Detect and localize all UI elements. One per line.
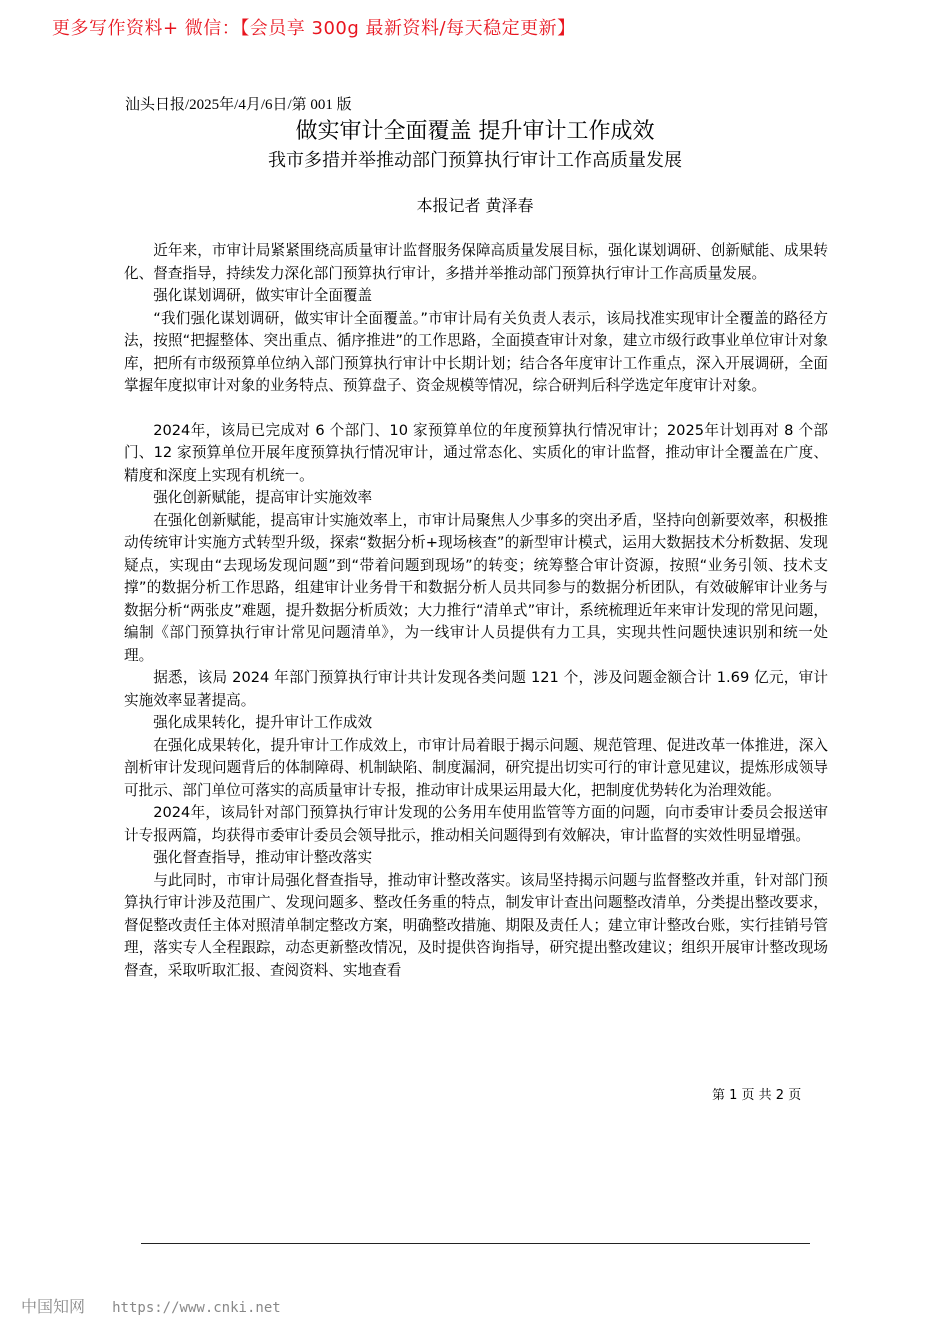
paragraph: “我们强化谋划调研，做实审计全面覆盖。”市审计局有关负责人表示，该局找准实现审计全覆盖的路径方法，按照“把握整体、突出重点、循序推进”的工作思路，全面摸查审计对象，建立市级行政事业单位审计对象库，把所有市级预算单位纳入部门预算执行审计中长期计划；结合各年度审计工作重点，深入开展调研，全面掌握年度拟审计对象的业务特点、预算盘子、资金规模等情况，综合研判后科学选定年度审计对象。	[124, 309, 828, 394]
section-heading: 强化成果转化，提升审计工作成效	[153, 714, 373, 731]
article-author: 本报记者 黄泽春	[416, 196, 534, 215]
paragraph: 2024年，该局已完成对 6 个部门、10 家预算单位的年度预算执行情况审计；2025年计划再对 8 个部门、12 家预算单位开展年度预算执行情况审计，通过常态化、实质化的审计监督，推动审计全覆盖在广度、精度和深度上实现有机统一。	[124, 421, 828, 484]
section-heading: 强化创新赋能，提高审计实施效率	[153, 489, 373, 506]
article-subtitle: 我市多措并举推动部门预算执行审计工作高质量发展	[268, 150, 682, 171]
paragraph: 近年来，市审计局紧紧围绕高质量审计监督服务保障高质量发展目标，强化谋划调研、创新赋能、成果转化、督查指导，持续发力深化部门预算执行审计，多措并举推动部门预算执行审计工作高质量发展。	[124, 242, 828, 282]
promo-banner: 更多写作资料+ 微信：【会员享 300g 最新资料/每天稳定更新】	[52, 18, 576, 39]
site-name: 中国知网	[21, 1299, 86, 1316]
paragraph: 与此同时，市审计局强化督查指导，推动审计整改落实。该局坚持揭示问题与监督整改并重，针对部门预算执行审计涉及范围广、发现问题多、整改任务重的特点，制发审计查出问题整改清单，分类提出整改要求，督促整改责任主体对照清单制定整改方案，明确整改措施、期限及责任人；建立审计整改台账，实行挂销号管理，落实专人全程跟踪，动态更新整改情况，及时提供咨询指导，研究提出整改建议；组织开展审计整改现场督查，采取听取汇报、查阅资料、实地查看	[124, 871, 828, 979]
footer	[21, 1294, 281, 1317]
paragraph: 2024年，该局针对部门预算执行审计发现的公务用车使用监管等方面的问题，向市委审计委员会报送审计专报两篇，均获得市委审计委员会领导批示，推动相关问题得到有效解决，审计监督的实效性明显增强。	[124, 804, 828, 844]
paragraph: 据悉，该局 2024 年部门预算执行审计共计发现各类问题 121 个，涉及问题金额合计 1.69 亿元，审计实施效率显著提高。	[124, 669, 828, 709]
paragraph: 在强化成果转化，提升审计工作成效上，市审计局着眼于揭示问题、规范管理、促进改革一体推进，深入剖析审计发现问题背后的体制障碍、机制缺陷、制度漏洞，研究提出切实可行的审计意见建议，提炼形成领导可批示、部门单位可落实的高质量审计专报，推动审计成果运用最大化，把制度优势转化为治理效能。	[124, 736, 828, 799]
paragraph: 在强化创新赋能，提高审计实施效率上，市审计局聚焦人少事多的突出矛盾，坚持向创新要效率，积极推动传统审计实施方式转型升级，探索“数据分析+现场核查”的新型审计模式，运用大数据技术分析数据、发现疑点，实现由“去现场发现问题”到“带着问题到现场”的转变；统筹整合审计资源，按照“业务引领、技术支撑”的数据分析工作思路，组建审计业务骨干和数据分析人员共同参与的数据分析团队，有效破解审计业务与数据分析“两张皮”难题，提升数据分析质效；大力推行“清单式”审计，系统梳理近年来审计发现的常见问题，编制《部门预算执行审计常见问题清单》，为一线审计人员提供有力工具，实现共性问题快速识别和统一处理。	[124, 511, 828, 664]
site-url-link[interactable]: https://www.cnki.net	[112, 1300, 281, 1316]
section-heading: 强化督查指导，推动审计整改落实	[153, 849, 373, 866]
article-body	[124, 240, 828, 982]
footer-divider	[141, 1243, 810, 1244]
page-number: 第 1 页 共 2 页	[712, 1088, 802, 1103]
article-title: 做实审计全面覆盖 提升审计工作成效	[295, 119, 655, 144]
article-source: 汕头日报/2025年/4月/6日/第 001 版	[125, 97, 352, 113]
section-heading: 强化谋划调研，做实审计全面覆盖	[153, 287, 373, 304]
